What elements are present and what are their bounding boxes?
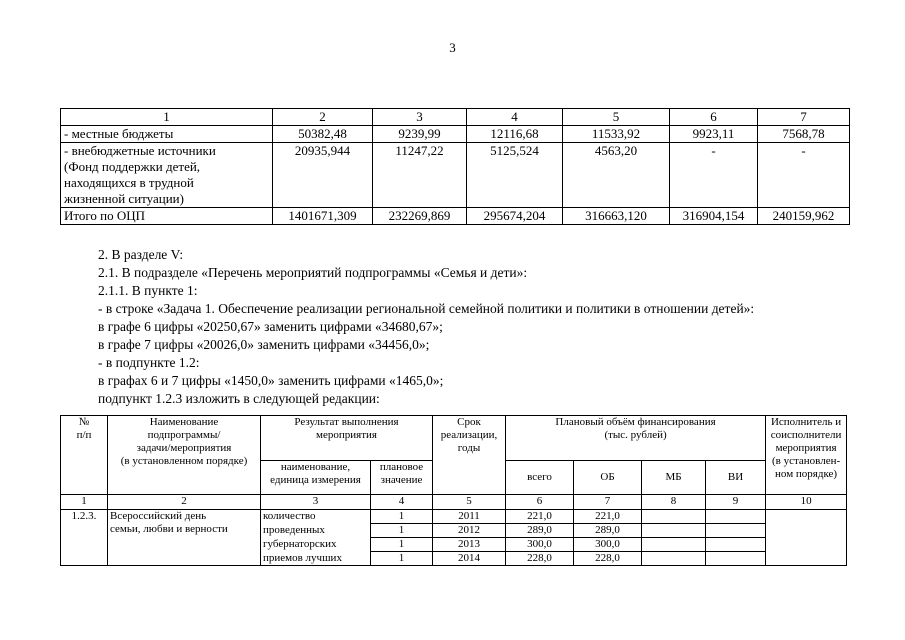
ob-value: 221,0: [574, 510, 642, 524]
item-name-line: семьи, любви и верности: [110, 523, 228, 535]
page-number: 3: [449, 40, 456, 55]
result-text: приемов лучших: [261, 552, 371, 566]
header-line: Срок: [457, 416, 481, 428]
result-text: губернаторских: [261, 538, 371, 552]
header-name: [108, 416, 261, 495]
header-line: значение: [380, 474, 423, 486]
header-line: наименование,: [280, 461, 351, 473]
table-cell: 4563,20: [563, 143, 670, 208]
table-cell: 5125,524: [467, 143, 563, 208]
header-executor: [766, 416, 847, 495]
table-cell: 50382,48: [273, 126, 373, 143]
column-index: 3: [261, 495, 371, 510]
header-line: Исполнитель и: [770, 416, 842, 428]
table-cell: 316904,154: [670, 208, 758, 225]
text-line: 2. В разделе V:: [98, 247, 184, 262]
column-index: 1: [61, 109, 273, 126]
header-line: подпрограммы/: [147, 429, 221, 441]
header-line: п/п: [76, 429, 92, 441]
table-cell: -: [670, 143, 758, 208]
column-index: 5: [433, 495, 506, 510]
result-text: количество: [261, 510, 371, 524]
header-line: (тыс. рублей): [604, 429, 667, 441]
header-result: [261, 416, 433, 461]
plan-value: 1: [371, 524, 433, 538]
header-result-plan: [371, 461, 433, 495]
table-row: [61, 510, 847, 524]
mb-value: [642, 538, 706, 552]
table-cell: 12116,68: [467, 126, 563, 143]
text-line: подпункт 1.2.3 изложить в следующей редакции:: [98, 391, 380, 406]
table-cell: 20935,944: [273, 143, 373, 208]
table-cell: 316663,120: [563, 208, 670, 225]
table-cell: 295674,204: [467, 208, 563, 225]
total-value: 289,0: [506, 524, 574, 538]
header-line: Результат выполнения: [294, 416, 399, 428]
table-cell: -: [758, 143, 850, 208]
column-index: 4: [371, 495, 433, 510]
mb-value: [642, 524, 706, 538]
vi-value: [706, 538, 766, 552]
year: 2013: [433, 538, 506, 552]
header-line: №: [78, 416, 90, 428]
header-vi: ВИ: [706, 461, 766, 495]
header-line: мероприятия: [775, 442, 837, 454]
vi-value: [706, 524, 766, 538]
row-label: [61, 143, 273, 208]
column-index: 7: [758, 109, 850, 126]
header-line: соисполнители: [770, 429, 842, 441]
table-row: [61, 126, 850, 143]
text-line: - в строке «Задача 1. Обеспечение реализации региональной семейной политики и политики в отношении детей»:: [98, 301, 755, 316]
result-text: проведенных: [261, 524, 371, 538]
mb-value: [642, 510, 706, 524]
header-term: [433, 416, 506, 495]
column-index: 7: [574, 495, 642, 510]
total-value: 221,0: [506, 510, 574, 524]
column-index: 6: [670, 109, 758, 126]
header-line: ном порядке): [775, 468, 838, 480]
table-cell: 9923,11: [670, 126, 758, 143]
item-name-line: Всероссийский день: [110, 510, 207, 522]
text-line: 2.1. В подразделе «Перечень мероприятий подпрограммы «Семья и дети»:: [98, 265, 528, 280]
column-index: 9: [706, 495, 766, 510]
table-total-row: [61, 208, 850, 225]
vi-value: [706, 510, 766, 524]
events-table: [60, 415, 847, 566]
table-header-row: [61, 109, 850, 126]
header-line: плановое: [379, 461, 424, 473]
column-index: 10: [766, 495, 847, 510]
column-index: 8: [642, 495, 706, 510]
header-line: (в установлен-: [771, 455, 841, 467]
ob-value: 228,0: [574, 552, 642, 566]
vi-value: [706, 552, 766, 566]
ob-value: 289,0: [574, 524, 642, 538]
mb-value: [642, 552, 706, 566]
plan-value: 1: [371, 538, 433, 552]
row-label: Итого по ОЦП: [61, 208, 273, 225]
plan-value: 1: [371, 552, 433, 566]
header-funding: [506, 416, 766, 461]
row-label-line: (Фонд поддержки детей,: [64, 159, 201, 174]
table-cell: 1401671,309: [273, 208, 373, 225]
row-label-line: находящихся в трудной: [64, 175, 194, 190]
row-label-line: - внебюджетные источники: [64, 143, 216, 158]
row-label-line: жизненной ситуации): [64, 191, 184, 206]
year: 2011: [433, 510, 506, 524]
ob-value: 300,0: [574, 538, 642, 552]
body-text: [98, 246, 858, 408]
header-line: (в установленном порядке): [120, 455, 248, 467]
header-result-name: [261, 461, 371, 495]
year: 2014: [433, 552, 506, 566]
table-cell: 7568,78: [758, 126, 850, 143]
header-line: задачи/мероприятия: [136, 442, 232, 454]
header-num: [61, 416, 108, 495]
column-index: 6: [506, 495, 574, 510]
financing-table: [60, 108, 850, 225]
header-line: Наименование: [149, 416, 219, 428]
header-total: всего: [506, 461, 574, 495]
header-line: реализации,: [440, 429, 498, 441]
table-header-row: [61, 416, 847, 461]
text-line: - в подпункте 1.2:: [98, 355, 200, 370]
year: 2012: [433, 524, 506, 538]
table-cell: 9239,99: [373, 126, 467, 143]
table-cell: 232269,869: [373, 208, 467, 225]
table-row: [61, 143, 850, 208]
column-index: 5: [563, 109, 670, 126]
item-name: [108, 510, 261, 566]
header-line: единица измерения: [270, 474, 361, 486]
column-index: 2: [273, 109, 373, 126]
table-cell: 11247,22: [373, 143, 467, 208]
total-value: 228,0: [506, 552, 574, 566]
text-line: в графе 6 цифры «20250,67» заменить цифрами «34680,67»;: [98, 319, 443, 334]
executor-cell: [766, 510, 847, 566]
table-cell: 240159,962: [758, 208, 850, 225]
item-number: 1.2.3.: [61, 510, 108, 566]
header-mb: МБ: [642, 461, 706, 495]
plan-value: 1: [371, 510, 433, 524]
text-line: 2.1.1. В пункте 1:: [98, 283, 198, 298]
text-line: в графах 6 и 7 цифры «1450,0» заменить цифрами «1465,0»;: [98, 373, 444, 388]
header-line: мероприятия: [316, 429, 377, 441]
total-value: 300,0: [506, 538, 574, 552]
table-cell: 11533,92: [563, 126, 670, 143]
text-line: в графе 7 цифры «20026,0» заменить цифрами «34456,0»;: [98, 337, 430, 352]
header-line: Плановый объём финансирования: [555, 416, 716, 428]
header-ob: ОБ: [574, 461, 642, 495]
column-index: 4: [467, 109, 563, 126]
column-index: 2: [108, 495, 261, 510]
column-index: 1: [61, 495, 108, 510]
column-index: 3: [373, 109, 467, 126]
column-index-row: [61, 495, 847, 510]
row-label: - местные бюджеты: [61, 126, 273, 143]
header-line: годы: [457, 442, 481, 454]
